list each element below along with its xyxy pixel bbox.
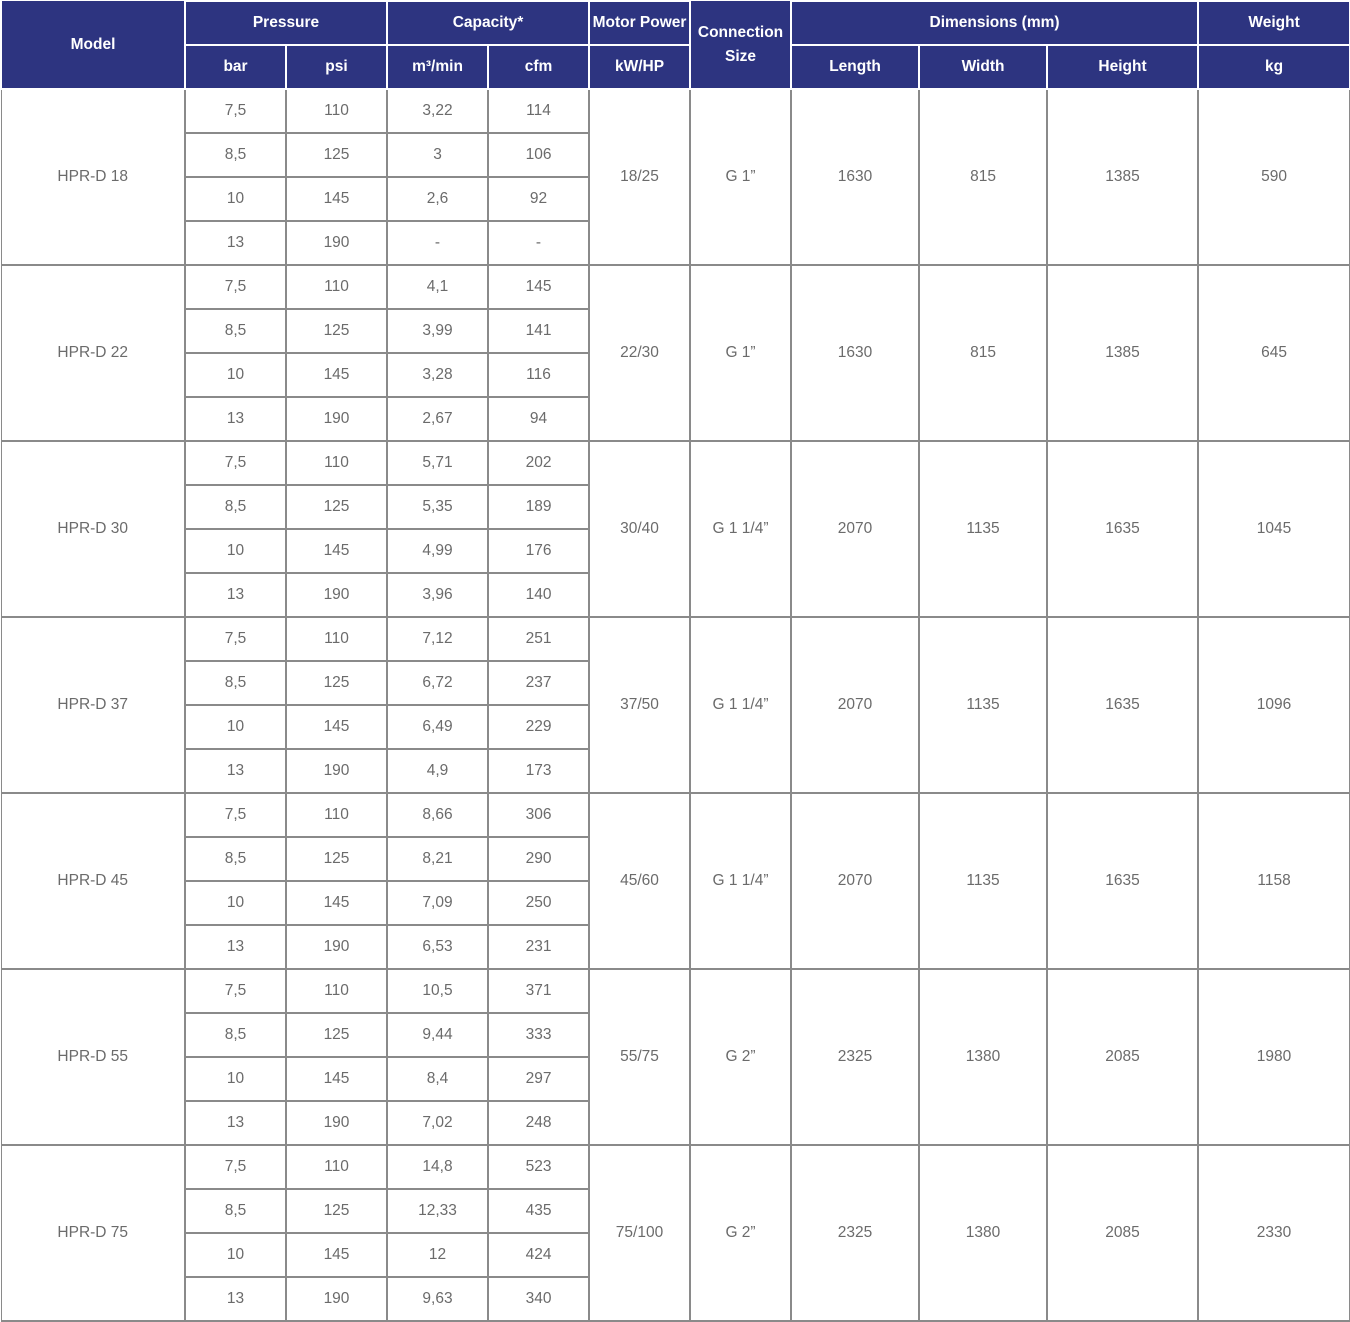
psi-cell: 125: [286, 133, 387, 177]
bar-cell: 10: [185, 529, 286, 573]
bar-cell: 8,5: [185, 661, 286, 705]
motor-power-cell: 75/100: [589, 1145, 690, 1321]
connection-size-cell: G 1 1/4”: [690, 441, 791, 617]
bar-cell: 8,5: [185, 485, 286, 529]
bar-cell: 8,5: [185, 837, 286, 881]
m3min-cell: 7,09: [387, 881, 488, 925]
cfm-cell: 189: [488, 485, 589, 529]
psi-cell: 110: [286, 617, 387, 661]
psi-cell: 125: [286, 1013, 387, 1057]
m3min-cell: 6,53: [387, 925, 488, 969]
bar-cell: 10: [185, 881, 286, 925]
cfm-cell: 435: [488, 1189, 589, 1233]
m3min-cell: 3,96: [387, 573, 488, 617]
m3min-cell: 5,71: [387, 441, 488, 485]
bar-cell: 13: [185, 221, 286, 265]
bar-cell: 7,5: [185, 89, 286, 133]
bar-cell: 13: [185, 925, 286, 969]
bar-cell: 7,5: [185, 265, 286, 309]
psi-cell: 190: [286, 573, 387, 617]
cfm-cell: 176: [488, 529, 589, 573]
model-name-cell: HPR-D 30: [1, 441, 185, 617]
cfm-cell: 140: [488, 573, 589, 617]
bar-cell: 10: [185, 705, 286, 749]
model-name-cell: HPR-D 22: [1, 265, 185, 441]
m3min-cell: 3: [387, 133, 488, 177]
cfm-cell: 340: [488, 1277, 589, 1321]
psi-cell: 110: [286, 89, 387, 133]
m3min-cell: 14,8: [387, 1145, 488, 1189]
bar-cell: 13: [185, 573, 286, 617]
bar-cell: 10: [185, 177, 286, 221]
motor-power-cell: 18/25: [589, 89, 690, 265]
width-cell: 1380: [919, 969, 1047, 1145]
width-cell: 1135: [919, 793, 1047, 969]
psi-cell: 145: [286, 1233, 387, 1277]
header-capacity: Capacity*: [387, 1, 589, 45]
cfm-cell: 116: [488, 353, 589, 397]
m3min-cell: -: [387, 221, 488, 265]
height-cell: 2085: [1047, 1145, 1198, 1321]
m3min-cell: 6,72: [387, 661, 488, 705]
m3min-cell: 9,44: [387, 1013, 488, 1057]
m3min-cell: 6,49: [387, 705, 488, 749]
cfm-cell: 333: [488, 1013, 589, 1057]
cfm-cell: 173: [488, 749, 589, 793]
width-cell: 815: [919, 265, 1047, 441]
cfm-cell: 297: [488, 1057, 589, 1101]
header-dimensions: Dimensions (mm): [791, 1, 1198, 45]
height-cell: 1635: [1047, 793, 1198, 969]
table-row: [1, 617, 1350, 661]
psi-cell: 110: [286, 441, 387, 485]
connection-size-cell: G 2”: [690, 969, 791, 1145]
length-cell: 1630: [791, 265, 919, 441]
connection-size-cell: G 1”: [690, 89, 791, 265]
psi-cell: 190: [286, 397, 387, 441]
bar-cell: 7,5: [185, 617, 286, 661]
motor-power-cell: 55/75: [589, 969, 690, 1145]
m3min-cell: 8,66: [387, 793, 488, 837]
model-name-cell: HPR-D 55: [1, 969, 185, 1145]
psi-cell: 125: [286, 661, 387, 705]
bar-cell: 8,5: [185, 1013, 286, 1057]
m3min-cell: 2,6: [387, 177, 488, 221]
m3min-cell: 8,4: [387, 1057, 488, 1101]
m3min-cell: 12: [387, 1233, 488, 1277]
length-cell: 2070: [791, 793, 919, 969]
table-row: [1, 969, 1350, 1013]
m3min-cell: 7,02: [387, 1101, 488, 1145]
height-cell: 1635: [1047, 441, 1198, 617]
model-name-cell: HPR-D 45: [1, 793, 185, 969]
psi-cell: 145: [286, 353, 387, 397]
width-cell: 1135: [919, 617, 1047, 793]
table-body: [1, 89, 1350, 1321]
length-cell: 1630: [791, 89, 919, 265]
psi-cell: 190: [286, 1101, 387, 1145]
motor-power-cell: 37/50: [589, 617, 690, 793]
psi-cell: 145: [286, 1057, 387, 1101]
cfm-cell: 248: [488, 1101, 589, 1145]
header-length: Length: [791, 45, 919, 89]
connection-size-cell: G 1”: [690, 265, 791, 441]
psi-cell: 145: [286, 881, 387, 925]
header-weight: Weight: [1198, 1, 1350, 45]
bar-cell: 13: [185, 397, 286, 441]
cfm-cell: 523: [488, 1145, 589, 1189]
psi-cell: 190: [286, 1277, 387, 1321]
connection-size-cell: G 1 1/4”: [690, 793, 791, 969]
header-cfm: cfm: [488, 45, 589, 89]
header-bar: bar: [185, 45, 286, 89]
length-cell: 2070: [791, 617, 919, 793]
bar-cell: 13: [185, 1101, 286, 1145]
weight-cell: 1158: [1198, 793, 1350, 969]
cfm-cell: 106: [488, 133, 589, 177]
m3min-cell: 10,5: [387, 969, 488, 1013]
cfm-cell: 424: [488, 1233, 589, 1277]
connection-size-cell: G 1 1/4”: [690, 617, 791, 793]
cfm-cell: -: [488, 221, 589, 265]
height-cell: 1385: [1047, 89, 1198, 265]
bar-cell: 10: [185, 1057, 286, 1101]
length-cell: 2325: [791, 1145, 919, 1321]
table-row: [1, 793, 1350, 837]
table-header: [1, 1, 1350, 89]
bar-cell: 8,5: [185, 309, 286, 353]
cfm-cell: 306: [488, 793, 589, 837]
m3min-cell: 9,63: [387, 1277, 488, 1321]
psi-cell: 125: [286, 485, 387, 529]
header-connection-size: Connection Size: [690, 1, 791, 89]
m3min-cell: 3,28: [387, 353, 488, 397]
width-cell: 1135: [919, 441, 1047, 617]
bar-cell: 13: [185, 1277, 286, 1321]
length-cell: 2070: [791, 441, 919, 617]
psi-cell: 190: [286, 221, 387, 265]
weight-cell: 645: [1198, 265, 1350, 441]
weight-cell: 590: [1198, 89, 1350, 265]
cfm-cell: 231: [488, 925, 589, 969]
m3min-cell: 7,12: [387, 617, 488, 661]
bar-cell: 13: [185, 749, 286, 793]
bar-cell: 8,5: [185, 1189, 286, 1233]
psi-cell: 110: [286, 1145, 387, 1189]
m3min-cell: 3,22: [387, 89, 488, 133]
psi-cell: 190: [286, 925, 387, 969]
m3min-cell: 12,33: [387, 1189, 488, 1233]
motor-power-cell: 22/30: [589, 265, 690, 441]
weight-cell: 1045: [1198, 441, 1350, 617]
cfm-cell: 114: [488, 89, 589, 133]
model-name-cell: HPR-D 37: [1, 617, 185, 793]
cfm-cell: 202: [488, 441, 589, 485]
psi-cell: 110: [286, 793, 387, 837]
motor-power-cell: 45/60: [589, 793, 690, 969]
psi-cell: 125: [286, 1189, 387, 1233]
length-cell: 2325: [791, 969, 919, 1145]
cfm-cell: 251: [488, 617, 589, 661]
header-motor-power: Motor Power: [589, 1, 690, 45]
m3min-cell: 2,67: [387, 397, 488, 441]
psi-cell: 145: [286, 529, 387, 573]
cfm-cell: 145: [488, 265, 589, 309]
m3min-cell: 8,21: [387, 837, 488, 881]
motor-power-cell: 30/40: [589, 441, 690, 617]
header-pressure: Pressure: [185, 1, 387, 45]
cfm-cell: 290: [488, 837, 589, 881]
m3min-cell: 3,99: [387, 309, 488, 353]
psi-cell: 110: [286, 969, 387, 1013]
psi-cell: 145: [286, 177, 387, 221]
height-cell: 1635: [1047, 617, 1198, 793]
header-kg: kg: [1198, 45, 1350, 89]
table-row: [1, 265, 1350, 309]
weight-cell: 1096: [1198, 617, 1350, 793]
weight-cell: 1980: [1198, 969, 1350, 1145]
m3min-cell: 4,9: [387, 749, 488, 793]
header-width: Width: [919, 45, 1047, 89]
bar-cell: 7,5: [185, 969, 286, 1013]
header-model: Model: [1, 1, 185, 89]
header-psi: psi: [286, 45, 387, 89]
psi-cell: 110: [286, 265, 387, 309]
cfm-cell: 237: [488, 661, 589, 705]
table-row: [1, 441, 1350, 485]
psi-cell: 145: [286, 705, 387, 749]
m3min-cell: 5,35: [387, 485, 488, 529]
width-cell: 815: [919, 89, 1047, 265]
table-row: [1, 89, 1350, 133]
m3min-cell: 4,1: [387, 265, 488, 309]
psi-cell: 125: [286, 309, 387, 353]
cfm-cell: 250: [488, 881, 589, 925]
cfm-cell: 229: [488, 705, 589, 749]
weight-cell: 2330: [1198, 1145, 1350, 1321]
bar-cell: 10: [185, 353, 286, 397]
header-kwhp: kW/HP: [589, 45, 690, 89]
width-cell: 1380: [919, 1145, 1047, 1321]
header-height: Height: [1047, 45, 1198, 89]
model-name-cell: HPR-D 75: [1, 1145, 185, 1321]
height-cell: 1385: [1047, 265, 1198, 441]
cfm-cell: 371: [488, 969, 589, 1013]
bar-cell: 8,5: [185, 133, 286, 177]
bar-cell: 7,5: [185, 793, 286, 837]
table-row: [1, 1145, 1350, 1189]
header-m3min: m³/min: [387, 45, 488, 89]
psi-cell: 190: [286, 749, 387, 793]
cfm-cell: 94: [488, 397, 589, 441]
bar-cell: 7,5: [185, 1145, 286, 1189]
m3min-cell: 4,99: [387, 529, 488, 573]
model-name-cell: HPR-D 18: [1, 89, 185, 265]
cfm-cell: 141: [488, 309, 589, 353]
height-cell: 2085: [1047, 969, 1198, 1145]
bar-cell: 10: [185, 1233, 286, 1277]
connection-size-cell: G 2”: [690, 1145, 791, 1321]
cfm-cell: 92: [488, 177, 589, 221]
bar-cell: 7,5: [185, 441, 286, 485]
psi-cell: 125: [286, 837, 387, 881]
